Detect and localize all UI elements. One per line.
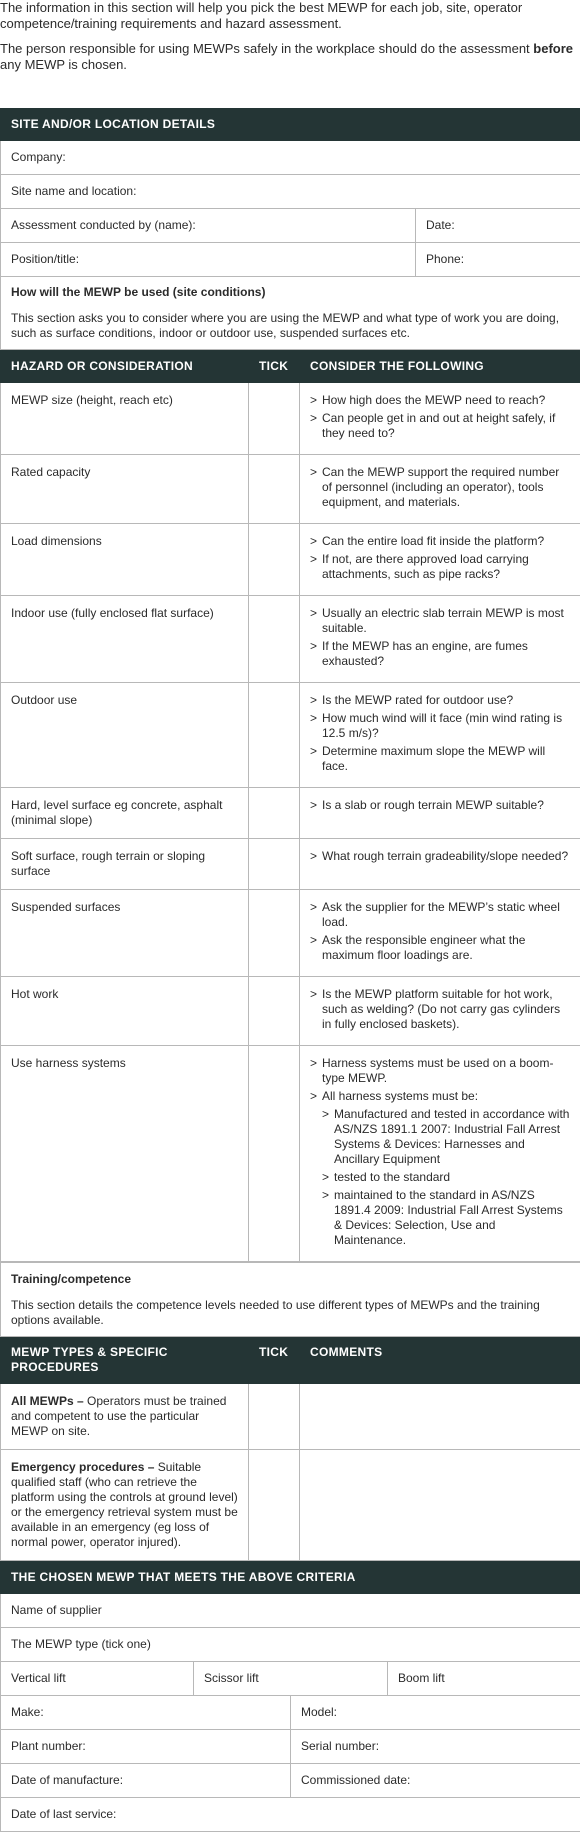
emergency-text: Suitable qualified staff (who can retrieve the platform using the controls at ground level) or the emergency retrieval system must be available in an emergency (eg loss of normal power, operator injured).: [11, 1460, 238, 1549]
consider-cell: [300, 839, 580, 890]
consider-cell: [300, 890, 580, 977]
emergency-bold: Emergency procedures –: [11, 1460, 154, 1474]
table-row: [1, 977, 580, 1046]
list-item: > Determine maximum slope the MEWP will face.: [310, 744, 570, 774]
tick-cell[interactable]: [249, 977, 300, 1046]
intro-p2-end: any MEWP is chosen.: [0, 57, 127, 72]
comments-cell[interactable]: [300, 1384, 580, 1450]
hazard-label: Load dimensions: [1, 524, 249, 596]
consider-list: [310, 1056, 570, 1248]
training-table: [0, 1262, 580, 1561]
commissioned-date-field[interactable]: Commissioned date:: [291, 1764, 580, 1798]
table-row: [1, 839, 580, 890]
consider-list: [310, 900, 570, 963]
hazard-column-header: HAZARD OR CONSIDERATION: [1, 351, 249, 383]
hazard-label: Hot work: [1, 977, 249, 1046]
comments-column-header: COMMENTS: [300, 1337, 580, 1384]
training-section: [1, 1263, 580, 1337]
table-row: [1, 890, 580, 977]
all-mewps-cell: [1, 1384, 249, 1450]
table-row: [1, 524, 580, 596]
tick-column-header: TICK: [249, 1337, 300, 1384]
site-details-header: SITE AND/OR LOCATION DETAILS: [1, 109, 580, 141]
tick-cell[interactable]: [249, 524, 300, 596]
consider-list: [310, 465, 570, 510]
site-details-table: [0, 108, 580, 350]
list-item: > Is the MEWP rated for outdoor use?: [310, 693, 570, 708]
tick-cell[interactable]: [249, 839, 300, 890]
hazard-table: [0, 350, 580, 1262]
comments-cell[interactable]: [300, 1450, 580, 1561]
list-item: > Usually an electric slab terrain MEWP is most suitable.: [310, 606, 570, 636]
list-item: > Is a slab or rough terrain MEWP suitable?: [310, 798, 570, 813]
vertical-lift-option[interactable]: Vertical lift: [1, 1662, 194, 1696]
intro-text: [0, 0, 580, 82]
table-row: [1, 596, 580, 683]
sub-list-item: > tested to the standard: [322, 1170, 570, 1185]
intro-paragraph-1: The information in this section will help you pick the best MEWP for each job, site, operator competence/training requirements and hazard assessment.: [0, 0, 580, 32]
list-item: > Can people get in and out at height safely, if they need to?: [310, 411, 570, 441]
list-item: > Harness systems must be used on a boom-type MEWP.: [310, 1056, 570, 1086]
manufacture-date-field[interactable]: Date of manufacture:: [1, 1764, 291, 1798]
consider-list: [310, 849, 570, 864]
company-field[interactable]: Company:: [1, 141, 580, 175]
list-item: > Can the entire load fit inside the platform?: [310, 534, 570, 549]
table-row: [1, 788, 580, 839]
last-service-field[interactable]: Date of last service:: [1, 1798, 580, 1832]
list-item: > How much wind will it face (min wind rating is 12.5 m/s)?: [310, 711, 570, 741]
site-conditions-section: [1, 277, 580, 350]
consider-list: [310, 798, 570, 813]
site-conditions-title: How will the MEWP be used (site conditions): [11, 285, 570, 300]
mewp-assessment-form: [0, 108, 580, 1832]
tick-column-header: TICK: [249, 351, 300, 383]
intro-paragraph-2: [0, 41, 580, 73]
site-name-field[interactable]: Site name and location:: [1, 175, 580, 209]
list-item: > How high does the MEWP need to reach?: [310, 393, 570, 408]
list-item: > Ask the supplier for the MEWP’s static wheel load.: [310, 900, 570, 930]
boom-lift-option[interactable]: Boom lift: [388, 1662, 580, 1696]
table-row: [1, 683, 580, 788]
list-item: > Can the MEWP support the required number of personnel (including an operator), tools equipment, and materials.: [310, 465, 570, 510]
phone-field[interactable]: Phone:: [416, 243, 580, 277]
consider-cell: [300, 383, 580, 455]
sub-list-item: > maintained to the standard in AS/NZS 1891.4 2009: Industrial Fall Arrest Systems & Devices: Selection, Use and Maintenance.: [322, 1188, 570, 1248]
consider-cell: [300, 683, 580, 788]
emergency-cell: [1, 1450, 249, 1561]
tick-cell[interactable]: [249, 890, 300, 977]
tick-cell[interactable]: [249, 383, 300, 455]
list-item-text: All harness systems must be:: [322, 1089, 478, 1103]
table-row: [1, 383, 580, 455]
mewp-type-field: The MEWP type (tick one): [1, 1628, 580, 1662]
make-field[interactable]: Make:: [1, 1696, 291, 1730]
scissor-lift-option[interactable]: Scissor lift: [194, 1662, 388, 1696]
list-item: [310, 1089, 570, 1248]
consider-list: [310, 987, 570, 1032]
consider-list: [310, 606, 570, 669]
tick-cell[interactable]: [249, 596, 300, 683]
consider-cell: [300, 596, 580, 683]
list-item: > If the MEWP has an engine, are fumes exhausted?: [310, 639, 570, 669]
serial-number-field[interactable]: Serial number:: [291, 1730, 580, 1764]
sub-list: [322, 1107, 570, 1248]
consider-cell: [300, 977, 580, 1046]
site-conditions-text: This section asks you to consider where you are using the MEWP and what type of work you are doing, such as surface conditions, indoor or outdoor use, suspended surfaces etc.: [11, 311, 559, 340]
training-title: Training/competence: [11, 1272, 570, 1287]
intro-p2-bold: before: [533, 41, 573, 56]
list-item: > Ask the responsible engineer what the maximum floor loadings are.: [310, 933, 570, 963]
hazard-label: Hard, level surface eg concrete, asphalt (minimal slope): [1, 788, 249, 839]
hazard-label: MEWP size (height, reach etc): [1, 383, 249, 455]
consider-cell: [300, 788, 580, 839]
consider-list: [310, 693, 570, 774]
list-item: > Is the MEWP platform suitable for hot work, such as welding? (Do not carry gas cylinders in fully enclosed baskets).: [310, 987, 570, 1032]
consider-cell: [300, 1046, 580, 1262]
supplier-field[interactable]: Name of supplier: [1, 1594, 580, 1628]
hazard-label: Soft surface, rough terrain or sloping surface: [1, 839, 249, 890]
intro-p2-start: The person responsible for using MEWPs safely in the workplace should do the assessment: [0, 41, 533, 56]
consider-list: [310, 534, 570, 582]
all-mewps-text: Operators must be trained and competent to use the particular MEWP on site.: [11, 1394, 226, 1438]
training-text: This section details the competence levels needed to use different types of MEWPs and the training options available.: [11, 1298, 540, 1327]
consider-cell: [300, 524, 580, 596]
consider-list: [310, 393, 570, 441]
all-mewps-bold: All MEWPs –: [11, 1394, 84, 1408]
hazard-label: Rated capacity: [1, 455, 249, 524]
model-field[interactable]: Model:: [291, 1696, 580, 1730]
hazard-label: Indoor use (fully enclosed flat surface): [1, 596, 249, 683]
tick-cell[interactable]: [249, 455, 300, 524]
hazard-label: Outdoor use: [1, 683, 249, 788]
table-row: [1, 455, 580, 524]
consider-cell: [300, 455, 580, 524]
tick-cell[interactable]: [249, 788, 300, 839]
hazard-label: Suspended surfaces: [1, 890, 249, 977]
plant-number-field[interactable]: Plant number:: [1, 1730, 291, 1764]
date-field[interactable]: Date:: [416, 209, 580, 243]
tick-cell[interactable]: [249, 683, 300, 788]
position-field[interactable]: Position/title:: [1, 243, 416, 277]
list-item: > What rough terrain gradeability/slope needed?: [310, 849, 570, 864]
sub-list-item: > Manufactured and tested in accordance with AS/NZS 1891.1 2007: Industrial Fall Arrest Systems & Devices: Harnesses and Ancillary Equipment: [322, 1107, 570, 1167]
chosen-mewp-header: THE CHOSEN MEWP THAT MEETS THE ABOVE CRITERIA: [1, 1562, 580, 1594]
assessor-field[interactable]: Assessment conducted by (name):: [1, 209, 416, 243]
tick-cell[interactable]: [249, 1046, 300, 1262]
tick-cell[interactable]: [249, 1384, 300, 1450]
mewp-types-column-header: MEWP TYPES & SPECIFIC PROCEDURES: [1, 1337, 249, 1384]
tick-cell[interactable]: [249, 1450, 300, 1561]
list-item: > If not, are there approved load carrying attachments, such as pipe racks?: [310, 552, 570, 582]
hazard-label: Use harness systems: [1, 1046, 249, 1262]
consider-column-header: CONSIDER THE FOLLOWING: [300, 351, 580, 383]
